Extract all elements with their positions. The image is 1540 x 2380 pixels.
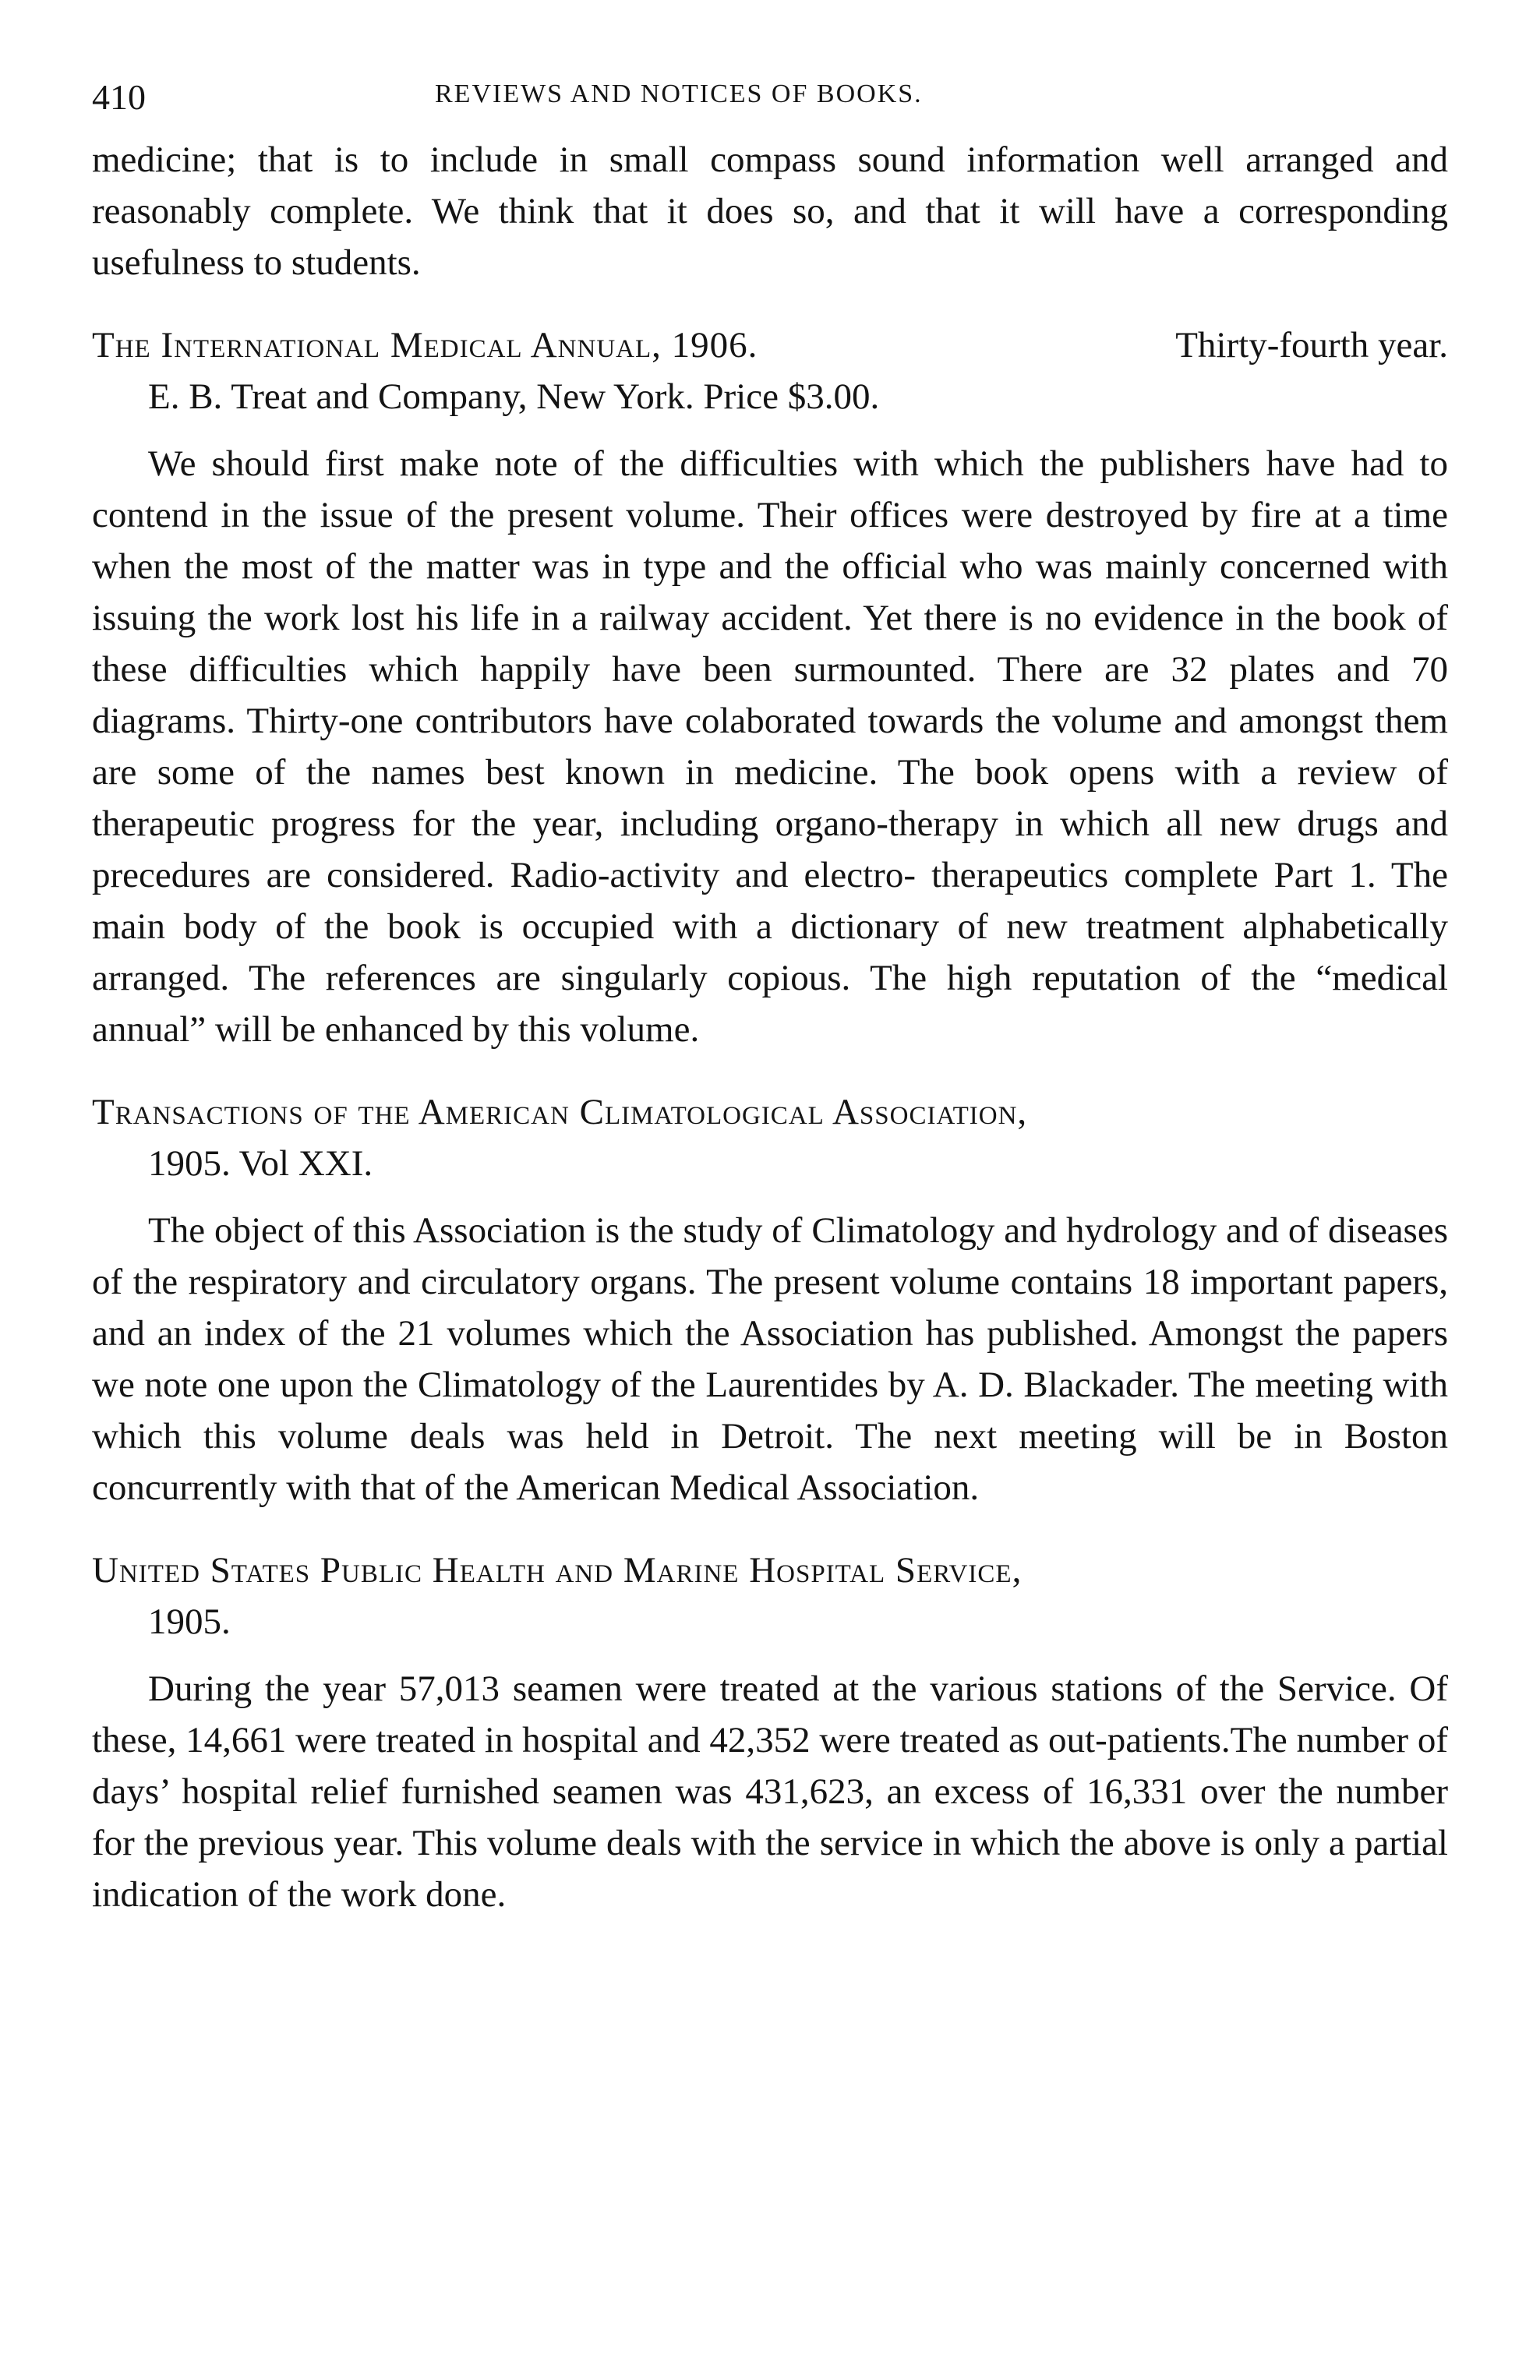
entry-heading-line [92,1545,1448,1596]
review-entry [92,320,1448,1055]
entry-title: United States Public Health and Marine Hospital Service, [92,1550,1023,1591]
intro-paragraph: medicine; that is to include in small compass sound information well arranged and reasonably complete. We think that it does so, and that it will have a corresponding usefulness to students. [92,139,1448,283]
entry-subtitle: 1905. [148,1601,231,1642]
running-head: REVIEWS AND NOTICES OF BOOKS. [435,79,923,108]
entry-body: During the year 57,013 seamen were treated at the various stations of the Service. Of these, 14,661 were treated in hospital and 42,352 were treated as out-patients.The number of days’ hospital relief furnished seamen was 431,623, an excess of 16,331 over the number for the previous year. This volume deals with the service in which the above is only a partial indication of the work done. [92,1668,1448,1915]
entry-heading-line [92,320,1448,371]
entry-title: Transactions of the American Climatological Association, [92,1092,1028,1132]
page [92,69,1448,1920]
entry-title-right: Thirty-fourth year. [1175,325,1448,365]
entry-heading [92,320,1448,422]
entry-body: The object of this Association is the study of Climatology and hydrology and of diseases of the respiratory and circulatory organs. The present volume contains 18 important papers, and an index of the 21 volumes which the Association has published. Amongst the papers we note one upon the Climatology of the Laurentides by A. D. Blackader. The meeting with which this volume deals was held in Detroit. The next meeting will be in Boston concurrently with that of the American Medical Association. [92,1210,1448,1508]
entry-heading [92,1545,1448,1647]
review-entry [92,1545,1448,1920]
page-number: 410 [92,77,146,117]
page-header [92,69,1448,134]
review-entry [92,1086,1448,1513]
entry-heading-line [92,1086,1448,1138]
entry-body: We should first make note of the difficulties with which the publishers have had to contend in the issue of the present volume. Their offices were destroyed by fire at a time when the most of the matter was in type and the official who was mainly concerned with issuing the work lost his life in a railway accident. Yet there is no evidence in the book of these difficulties which happily have been surmounted. There are 32 plates and 70 diagrams. Thirty-one contributors have colaborated towards the volume and amongst them are some of the names best known in medicine. The book opens with a review of therapeutic progress for the year, including organo-therapy in which all new drugs and precedures are considered. Radio-activity and electro- therapeutics complete Part 1. The main body of the book is occupied with a dictionary of new treatment alphabetically arranged. The references are singularly copious. The high reputation of the “medical annual” will be enhanced by this volume. [92,443,1448,1050]
entry-subtitle: E. B. Treat and Company, New York. Price $3.00. [148,376,880,417]
entry-title: The International Medical Annual, 1906. [92,325,758,365]
entry-subtitle: 1905. Vol XXI. [148,1143,373,1184]
entry-heading [92,1086,1448,1189]
